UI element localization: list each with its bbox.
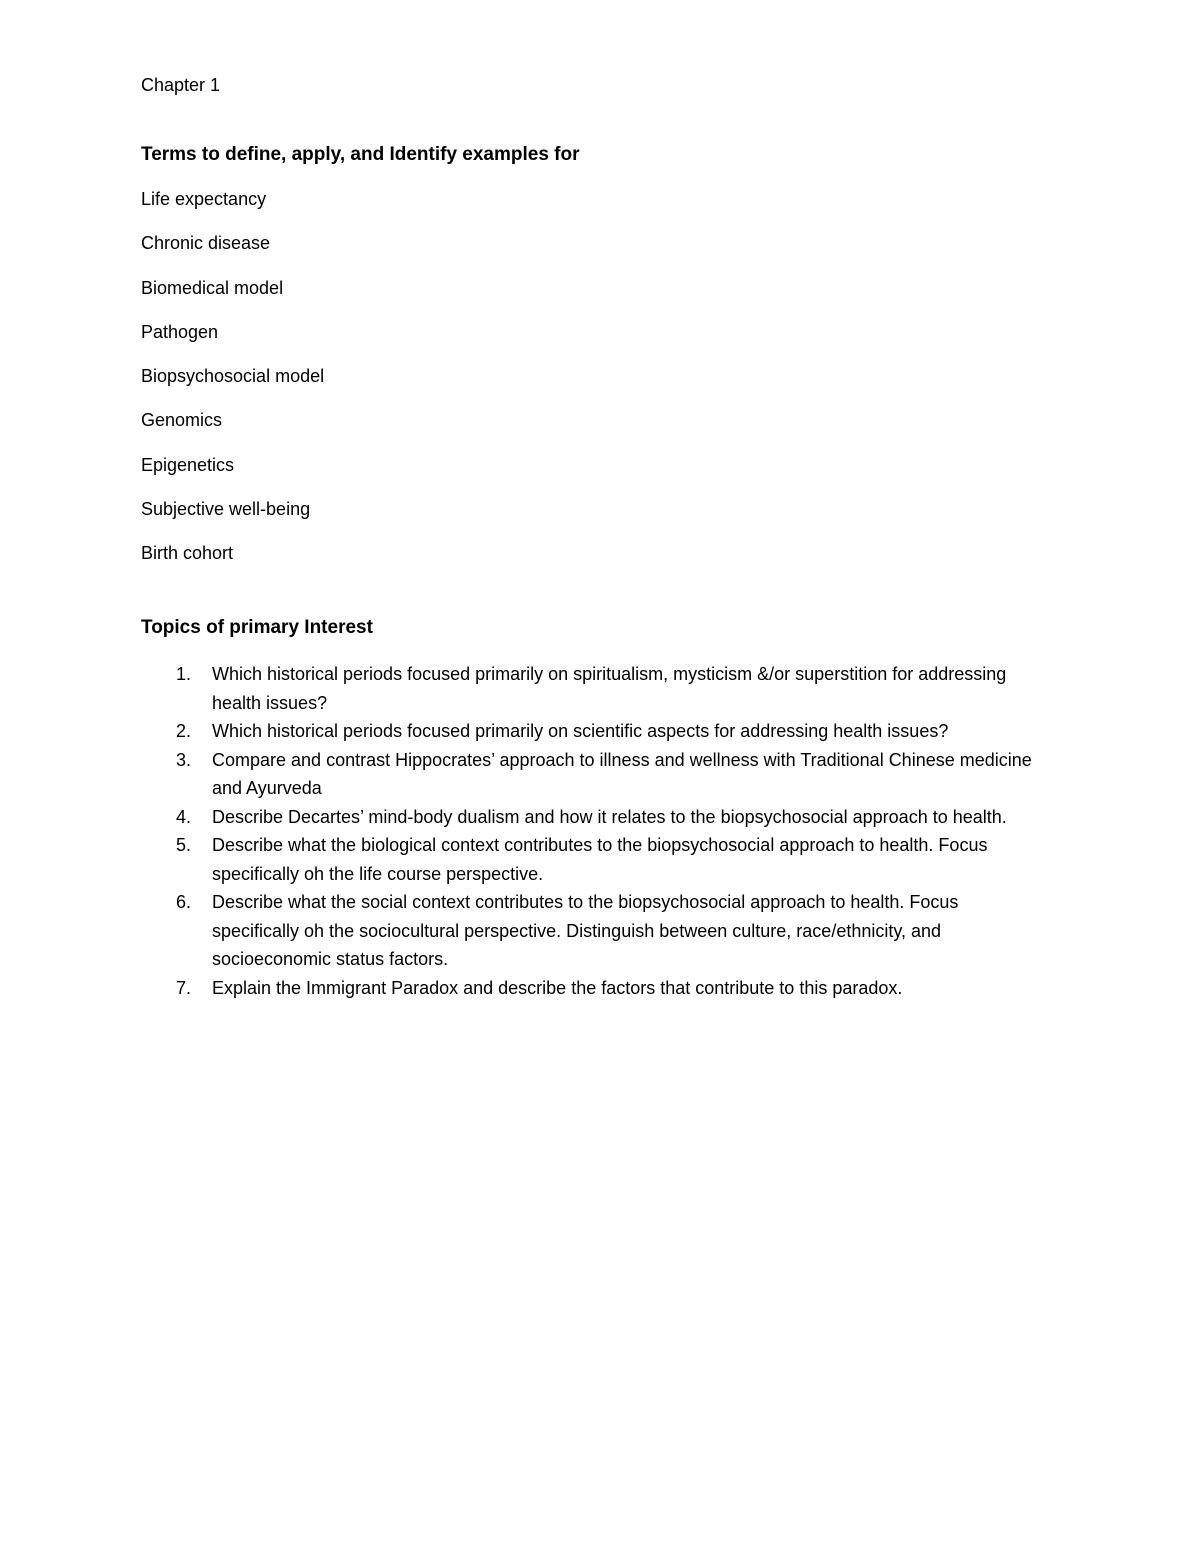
topic-number: 1. [176, 664, 192, 685]
topic-text: Describe what the social context contributes to the biopsychosocial approach to health. Focus specifically oh the sociocultural perspective. Distinguish between culture, race/ethnicity, and socioeconomic status factors. [212, 892, 959, 970]
term-item: Subjective well-being [141, 499, 311, 520]
topics-heading: Topics of primary Interest [141, 617, 373, 639]
topic-text: Describe what the biological context contributes to the biopsychosocial approach to health. Focus specifically oh the life course perspective. [212, 835, 988, 884]
topic-item [141, 888, 1041, 974]
topic-item [141, 974, 1041, 1003]
topics-list [141, 660, 1041, 1002]
topic-number: 3. [176, 749, 192, 770]
term-item: Biomedical model [141, 277, 284, 298]
topic-item [141, 746, 1041, 803]
topic-item [141, 803, 1041, 832]
topic-text: Describe Decartes’ mind-body dualism and how it relates to the biopsychosocial approach to health. [212, 806, 1007, 827]
terms-list [141, 187, 1041, 565]
topic-number: 7. [176, 977, 192, 998]
term-item: Epigenetics [141, 454, 235, 475]
term-item: Genomics [141, 410, 223, 431]
term-item: Birth cohort [141, 543, 234, 564]
topic-text: Explain the Immigrant Paradox and describe the factors that contribute to this paradox. [212, 977, 903, 998]
topic-number: 4. [176, 806, 192, 827]
term-item: Life expectancy [141, 189, 267, 209]
topic-item [141, 717, 1041, 746]
topic-text: Compare and contrast Hippocrates’ approach to illness and wellness with Traditional Chinese medicine and Ayurveda [212, 749, 1032, 799]
topic-number: 5. [176, 835, 192, 856]
topic-text: Which historical periods focused primarily on scientific aspects for addressing health issues? [212, 721, 949, 742]
chapter-label: Chapter 1 [141, 75, 221, 95]
term-item: Biopsychosocial model [141, 366, 325, 387]
topic-item [141, 831, 1041, 888]
document-body [141, 73, 1041, 1002]
terms-heading: Terms to define, apply, and Identify examples for [141, 144, 580, 165]
topic-text: Which historical periods focused primarily on spiritualism, mysticism &/or superstition for addressing health issues? [212, 664, 1007, 713]
topic-number: 2. [176, 721, 192, 742]
topic-item [141, 660, 1041, 717]
term-item: Chronic disease [141, 233, 271, 254]
topic-number: 6. [176, 892, 192, 913]
term-item: Pathogen [141, 321, 219, 342]
